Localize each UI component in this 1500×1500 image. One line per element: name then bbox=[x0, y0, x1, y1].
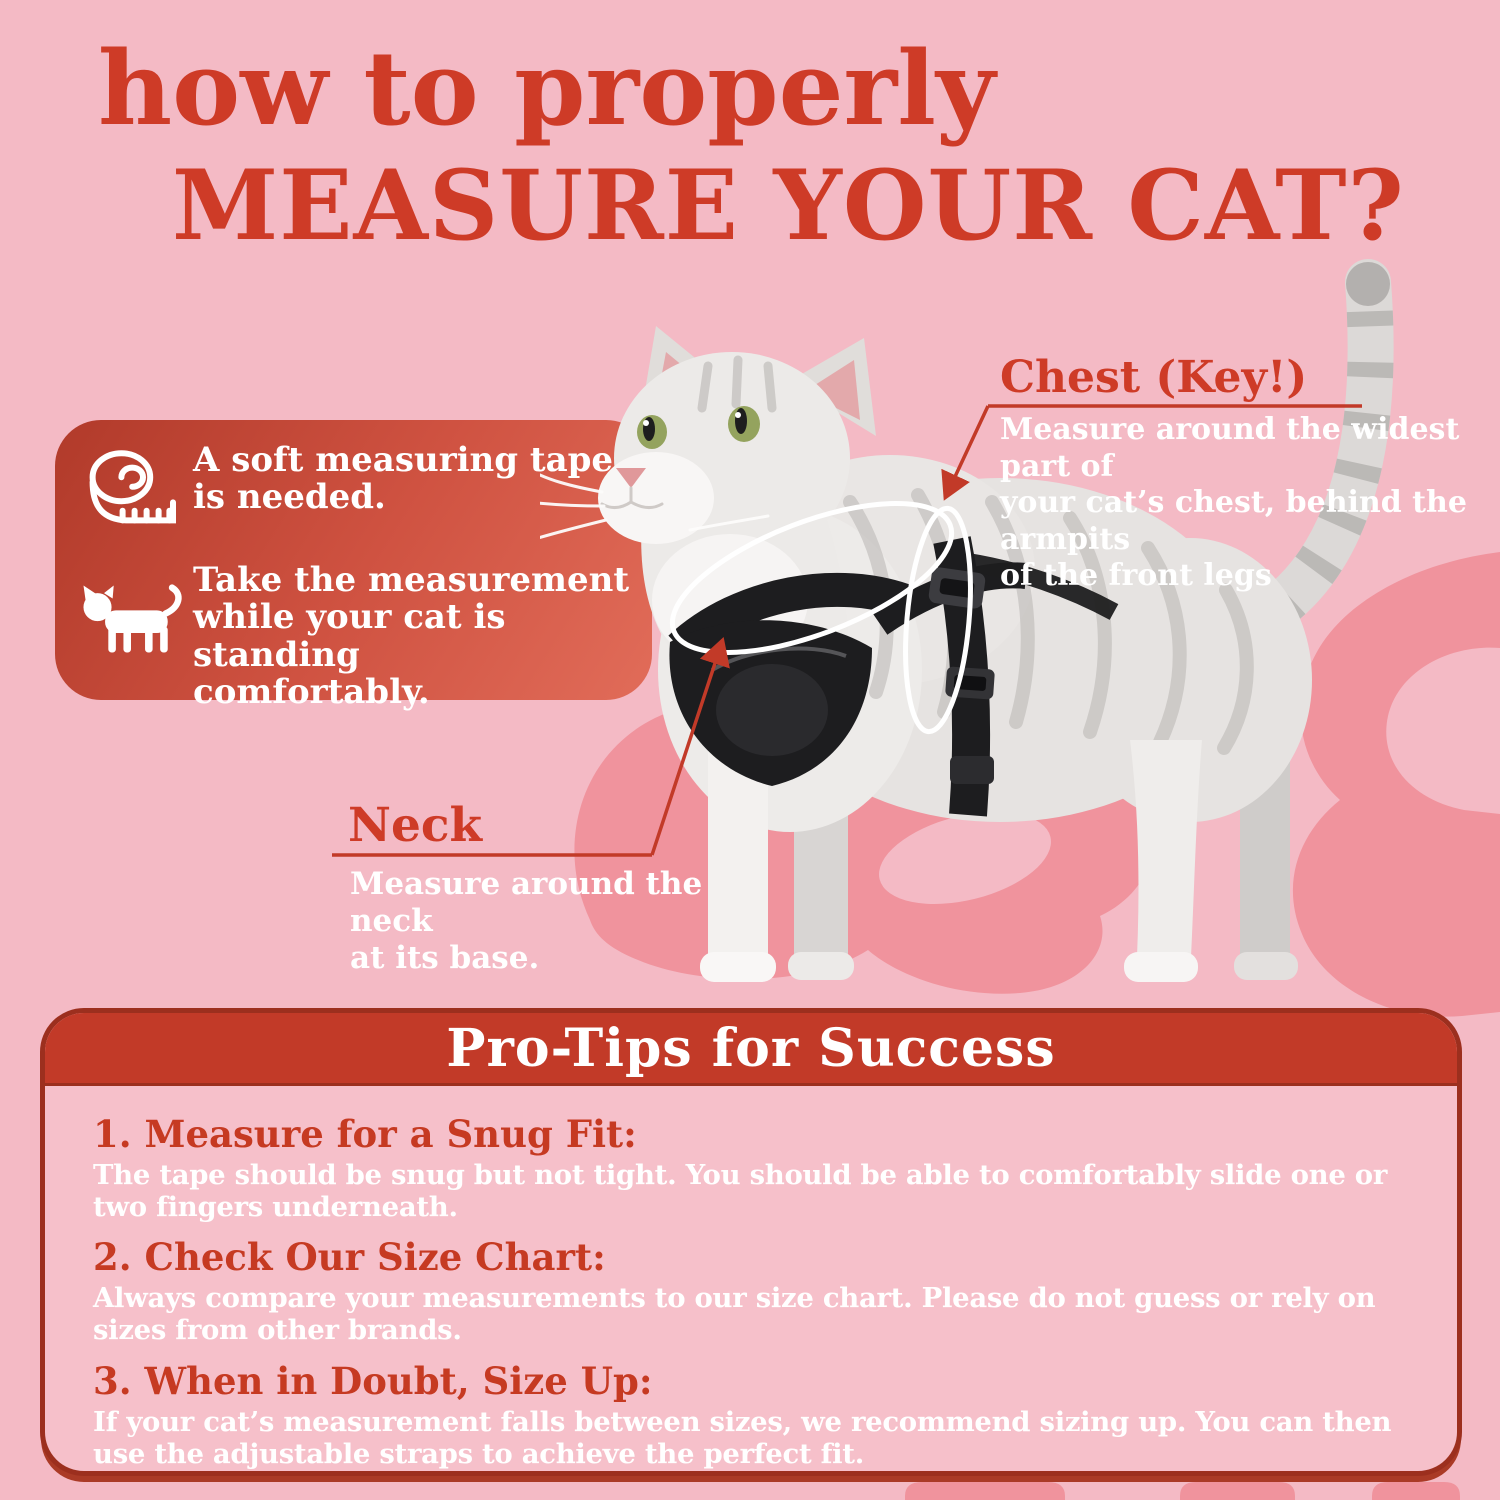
pro-tip-2-text: Always compare your measurements to our size chart. Please do not guess or rely on sizes from other brands. bbox=[93, 1282, 1376, 1347]
pro-tip-1-title: 1. Measure for a Snug Fit: bbox=[93, 1112, 637, 1156]
bottom-toe-2 bbox=[1180, 1482, 1295, 1500]
pro-tip-1-text: The tape should be snug but not tight. You should be able to comfortably slide one or two fingers underneath. bbox=[93, 1158, 1388, 1223]
pro-tips-body bbox=[45, 1086, 1457, 1470]
chest-body-line2: your cat’s chest, behind the armpits bbox=[1000, 485, 1467, 557]
pro-tip-2-title: 2. Check Our Size Chart: bbox=[93, 1235, 606, 1280]
chest-callout-heading: Chest (Key!) bbox=[1000, 352, 1308, 403]
pro-tips-panel bbox=[40, 1008, 1462, 1476]
measuring-tape-icon bbox=[83, 446, 179, 530]
neck-body-line2: at its base. bbox=[350, 940, 540, 977]
cat-silhouette-icon bbox=[77, 578, 185, 660]
chest-body-line1: Measure around the widest part of bbox=[1000, 412, 1460, 484]
pro-tips-title: Pro-Tips for Success bbox=[446, 1017, 1056, 1079]
bottom-toe-3 bbox=[1372, 1482, 1460, 1500]
neck-callout-body bbox=[350, 866, 780, 978]
pro-tip-2 bbox=[93, 1237, 1409, 1346]
chest-body-line3: of the front legs bbox=[1000, 558, 1272, 594]
pro-tip-1 bbox=[93, 1114, 1409, 1223]
pro-tips-header bbox=[45, 1013, 1457, 1086]
pro-tip-3 bbox=[93, 1358, 1409, 1470]
neck-callout-heading: Neck bbox=[348, 798, 483, 853]
tip-measuring-tape-line1: A soft measuring tape bbox=[193, 440, 614, 480]
pro-tip-3-title: 3. When in Doubt, Size Up: bbox=[93, 1358, 653, 1403]
chest-callout-body bbox=[1000, 412, 1500, 595]
tip-standing-line1: Take the measurement bbox=[193, 560, 630, 600]
page-title-line1: how to properly bbox=[98, 29, 996, 149]
pro-tip-3-text: If your cat’s measurement falls between sizes, we recommend sizing up. You can then use the adjustable straps to achieve the perfect fit. bbox=[93, 1405, 1392, 1470]
neck-body-line1: Measure around the neck bbox=[350, 866, 703, 940]
bottom-toe-1 bbox=[905, 1482, 1065, 1500]
tip-standing-line2: while your cat is standing bbox=[193, 597, 506, 675]
tip-measuring-tape-line2: is needed. bbox=[193, 477, 386, 518]
tip-standing-line3: comfortably. bbox=[193, 672, 430, 713]
page-title-line2: MEASURE YOUR CAT? bbox=[172, 149, 1405, 262]
